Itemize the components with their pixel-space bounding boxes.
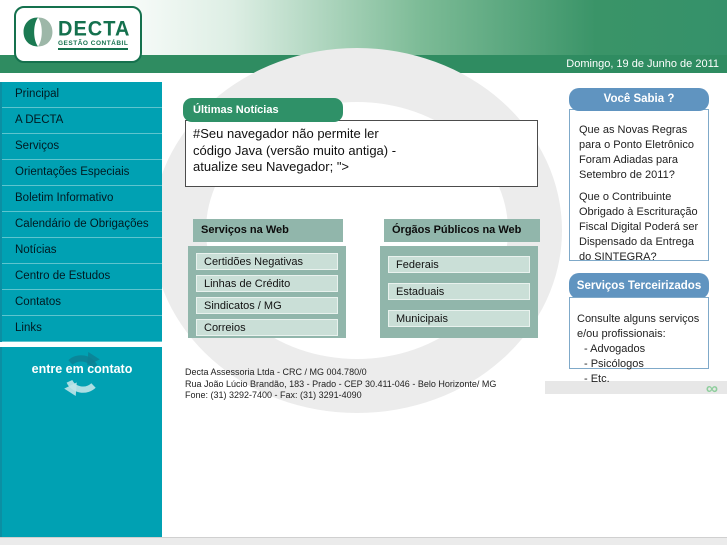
address-line-2: Rua João Lúcio Brandão, 183 - Prado - CEP 30.411-046 - Belo Horizonte/ MG <box>185 378 497 389</box>
outsourced-item-advogados: - Advogados <box>584 343 646 355</box>
outsourced-item-psicologos: - Psicólogos <box>584 358 644 370</box>
button-municipais[interactable]: Municipais <box>388 310 530 327</box>
company-address <box>185 367 496 402</box>
outsourced-intro: Consulte alguns serviços e/ou profissionais: <box>577 313 700 340</box>
bottom-strip <box>0 537 727 545</box>
address-line-3: Fone: (31) 3292-7400 - Fax: (31) 3291-4090 <box>185 390 362 400</box>
latest-news-tab: Últimas Notícias <box>183 98 343 122</box>
did-you-know-paragraph: Que o Contribuinte Obrigado à Escrituração Fiscal Digital Poderá ser Dispensado da Entrega do SINTEGRA? <box>579 191 699 263</box>
button-sindicatos-mg[interactable]: Sindicatos / MG <box>196 297 338 314</box>
public-orgs-header: Órgãos Públicos na Web <box>384 219 540 242</box>
sidebar-item-contatos[interactable]: Contatos <box>2 290 162 316</box>
sidebar-item-noticias[interactable]: Notícias <box>2 238 162 264</box>
sidebar-item-centro-de-estudos[interactable]: Centro de Estudos <box>2 264 162 290</box>
button-correios[interactable]: Correios <box>196 319 338 336</box>
sidebar-item-a-decta[interactable]: A DECTA <box>2 108 162 134</box>
did-you-know-paragraph: Que as Novas Regras para o Ponto Eletrônico Foram Adiadas para Setembro de 2011? <box>579 124 694 181</box>
sidebar-item-links[interactable]: Links <box>2 316 162 342</box>
sidebar-item-boletim-informativo[interactable]: Boletim Informativo <box>2 186 162 212</box>
sidebar-item-servicos[interactable]: Serviços <box>2 134 162 160</box>
services-web-panel <box>188 246 346 338</box>
latest-news-text: #Seu navegador não permite ler código Java (versão muito antiga) - atualize seu Navegador; "> <box>193 126 397 174</box>
button-certidoes-negativas[interactable]: Certidões Negativas <box>196 253 338 270</box>
contact-block[interactable] <box>0 347 162 537</box>
did-you-know-box <box>569 109 709 261</box>
outsourced-item-etc: - Etc. <box>584 373 610 385</box>
logo-title: DECTA <box>58 17 131 41</box>
button-federais[interactable]: Federais <box>388 256 530 273</box>
button-linhas-de-credito[interactable]: Linhas de Crédito <box>196 275 338 292</box>
refresh-arrows-icon <box>59 351 105 402</box>
did-you-know-tab: Você Sabia ? <box>569 88 709 111</box>
latest-news-box <box>185 120 538 187</box>
public-orgs-panel <box>380 246 538 338</box>
address-line-1: Decta Assessoria Ltda - CRC / MG 004.780/0 <box>185 367 367 377</box>
leaf-icon <box>21 13 55 56</box>
outsourced-services-tab: Serviços Terceirizados <box>569 273 709 299</box>
decta-logo[interactable] <box>14 6 142 63</box>
sidebar-item-principal[interactable]: Principal <box>2 82 162 108</box>
services-web-header: Serviços na Web <box>193 219 343 242</box>
infinity-icon[interactable]: ∞ <box>705 379 718 398</box>
date-display: Domingo, 19 de Junho de 2011 <box>0 55 727 73</box>
sidebar-item-orientacoes-especiais[interactable]: Orientações Especiais <box>2 160 162 186</box>
sidebar-item-calendario-de-obrigacoes[interactable]: Calendário de Obrigações <box>2 212 162 238</box>
contact-link[interactable]: entre em contato <box>31 362 133 376</box>
button-estaduais[interactable]: Estaduais <box>388 283 530 300</box>
logo-subtitle: GESTÃO CONTÁBIL <box>58 40 128 50</box>
sidebar-menu <box>0 82 162 342</box>
outsourced-services-box <box>569 297 709 385</box>
logo-text <box>58 19 130 50</box>
